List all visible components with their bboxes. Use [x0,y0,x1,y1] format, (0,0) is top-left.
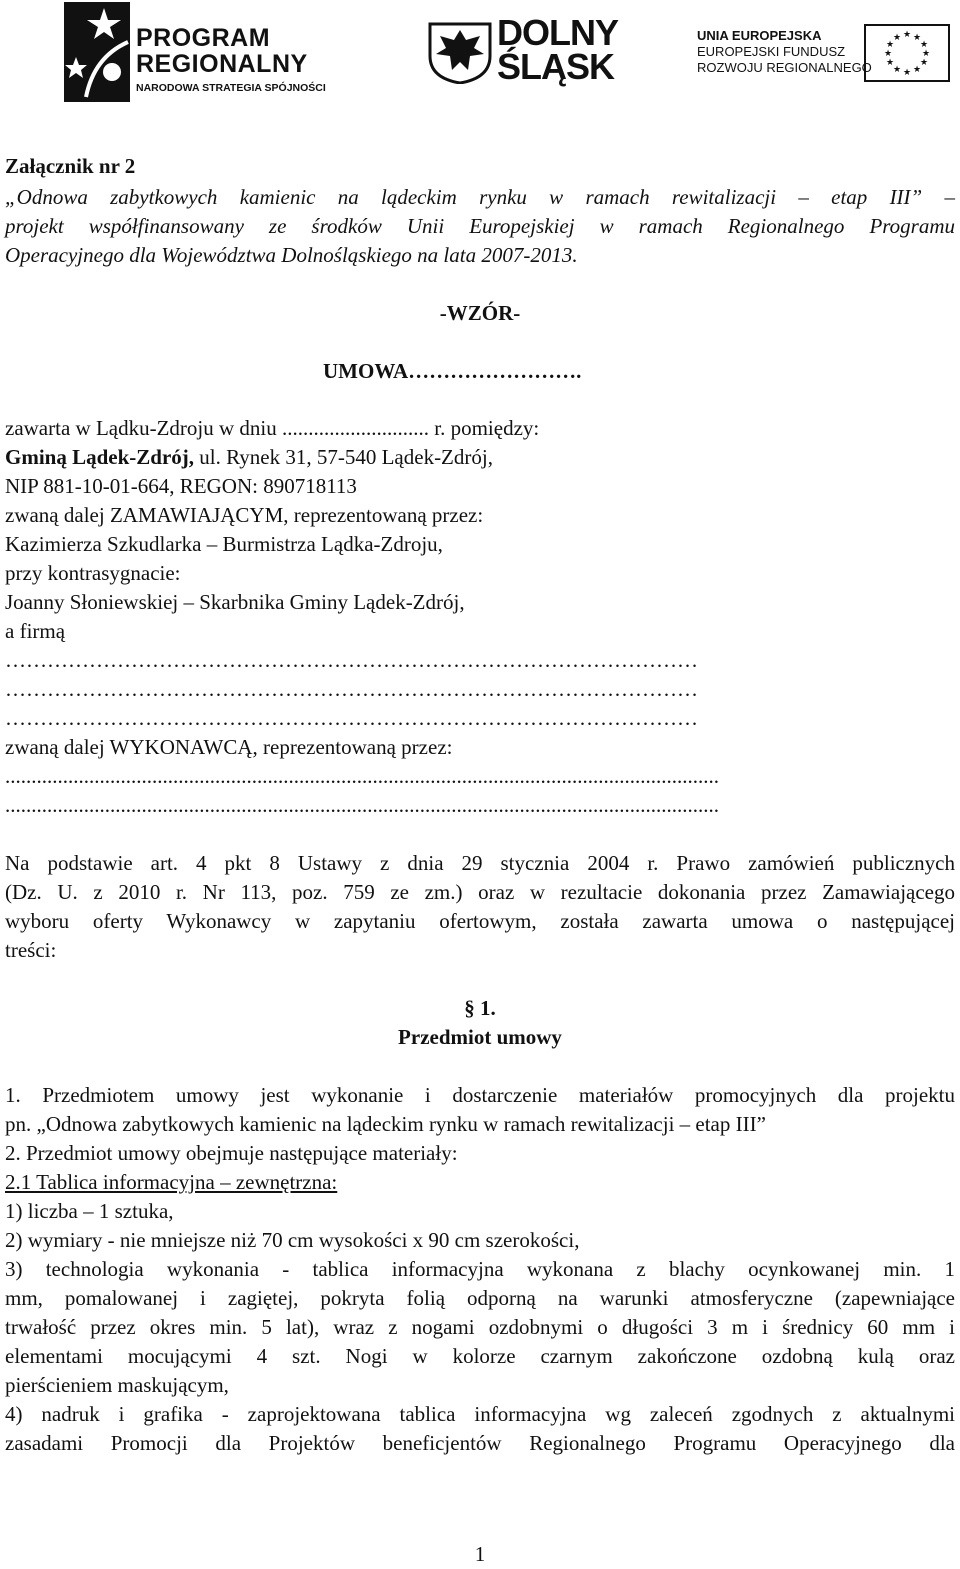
firma-dots-3: ……………………………………………………………………………………… [5,706,698,730]
gmina-line [5,443,493,472]
section-title: Przedmiot umowy [398,1025,562,1049]
svg-text:★: ★ [902,30,912,40]
program-text: PROGRAM [136,24,271,52]
eu-flag-icon [864,24,950,82]
svg-text:★: ★ [921,49,931,59]
kontrasygnata-line: przy kontrasygnacie: [5,561,181,585]
svg-text:★: ★ [919,58,929,68]
section-number: § 1. [464,996,496,1020]
item-4-line-2: zasadami Promocji dla Projektów beneficjentów Regionalnego Programu Operacyjnego dla [5,1431,955,1455]
firma-dots-1: ……………………………………………………………………………………… [5,648,698,672]
svg-text:★: ★ [912,65,922,75]
item-3-line-1: 3) technologia wykonania - tablica informacyjna wykonana z blachy ocynkowanej min. 1 [5,1257,955,1281]
firma-dots-2: ……………………………………………………………………………………… [5,677,698,701]
firma-line: a firmą [5,619,66,643]
eu-line1: UNIA EUROPEJSKA [697,28,822,43]
program-regionalny-logo [64,2,364,106]
item-3-line-2: mm, pomalowanej i zagiętej, pokryta folią odporną na warunki atmosferyczne (zapewniające [5,1286,955,1310]
svg-text:★: ★ [883,49,893,59]
regionalny-text: REGIONALNY [136,50,308,78]
item-1: 1) liczba – 1 sztuka, [5,1199,174,1223]
program-regionalny-mark-icon [64,2,130,102]
dolny-text: DOLNY [497,12,618,53]
item-3-line-5: pierścieniem maskującym, [5,1373,229,1397]
project-line-3: Operacyjnego dla Województwa Dolnośląskiego na lata 2007-2013. [5,243,578,267]
p21-heading: 2.1 Tablica informacyjna – zewnętrzna: [5,1170,338,1194]
project-line-1: „Odnowa zabytkowych kamienic na lądeckim rynku w ramach rewitalizacji – etap III” – [5,185,955,209]
skarbnik-line: Joanny Słoniewskiej – Skarbnika Gminy Lądek-Zdrój, [5,590,465,614]
basis-line-4: treści: [5,938,57,962]
svg-text:★: ★ [912,33,922,43]
eu-line2: EUROPEJSKI FUNDUSZ [697,44,846,59]
eagle-shield-icon [428,22,492,84]
item-3-line-4: elementami mocującymi 4 szt. Nogi w kolorze czarnym zakończone ozdobną kulą oraz [5,1344,955,1368]
project-line-2: projekt współfinansowany ze środków Unii Europejskiej w ramach Regionalnego Programu [5,214,955,238]
svg-text:★: ★ [885,40,895,50]
svg-text:★: ★ [885,58,895,68]
wykonawca-line: zwaną dalej WYKONAWCĄ, reprezentowaną przez: [5,735,453,759]
umowa-heading: UMOWA……………………. [323,359,582,383]
eu-logo [697,24,957,94]
dolny-slask-logo [428,14,628,94]
annex-title: Załącznik nr 2 [5,154,136,178]
slask-text: ŚLĄSK [497,46,615,87]
rep-dots-1: ........................................................................................................................................ [5,764,719,788]
svg-text:★: ★ [892,33,902,43]
p1-line-1: 1. Przedmiotem umowy jest wykonanie i dostarczenie materiałów promocyjnych dla projektu [5,1083,955,1107]
wzor-heading: -WZÓR- [439,301,521,325]
item-2: 2) wymiary - nie mniejsze niż 70 cm wysokości x 90 cm szerokości, [5,1228,580,1252]
p2-line: 2. Przedmiot umowy obejmuje następujące materiały: [5,1141,458,1165]
eu-line3: ROZWOJU REGIONALNEGO [697,60,872,75]
logo-bar [0,0,960,110]
zamawiajacy-line: zwaną dalej ZAMAWIAJĄCYM, reprezentowaną przez: [5,503,484,527]
p1-line-2: pn. „Odnowa zabytkowych kamienic na lądeckim rynku w ramach rewitalizacji – etap III” [5,1112,766,1136]
nss-text: NARODOWA STRATEGIA SPÓJNOŚCI [136,82,326,94]
page-number: 1 [474,1542,486,1566]
gmina-address: ul. Rynek 31, 57-540 Lądek-Zdrój, [194,445,493,469]
item-3-line-3: trwałość przez okres min. 5 lat), wraz z nogami ozdobnymi o długości 3 m i średnicy 60 mm i [5,1315,955,1339]
gmina-name: Gminą Lądek-Zdrój, [5,445,195,469]
svg-text:★: ★ [902,68,912,78]
concluded-line: zawarta w Lądku-Zdroju w dniu ............................ r. pomiędzy: [5,416,540,440]
nip-line: NIP 881-10-01-664, REGON: 890718113 [5,474,357,498]
rep-dots-2: ........................................................................................................................................ [5,793,719,817]
basis-line-2: (Dz. U. z 2010 r. Nr 113, poz. 759 ze zm.) oraz w rezultacie dokonania przez Zamawiającego [5,880,955,904]
burmistrz-line: Kazimierza Szkudlarka – Burmistrza Lądka-Zdroju, [5,532,443,556]
item-4-line-1: 4) nadruk i grafika - zaprojektowana tablica informacyjna wg zaleceń zgodnych z aktualnymi [5,1402,955,1426]
svg-text:★: ★ [919,40,929,50]
svg-text:★: ★ [892,65,902,75]
basis-line-3: wyboru oferty Wykonawcy w zapytaniu ofertowym, została zawarta umowa o następującej [5,909,955,933]
basis-line-1: Na podstawie art. 4 pkt 8 Ustawy z dnia 29 stycznia 2004 r. Prawo zamówień publicznych [5,851,955,875]
